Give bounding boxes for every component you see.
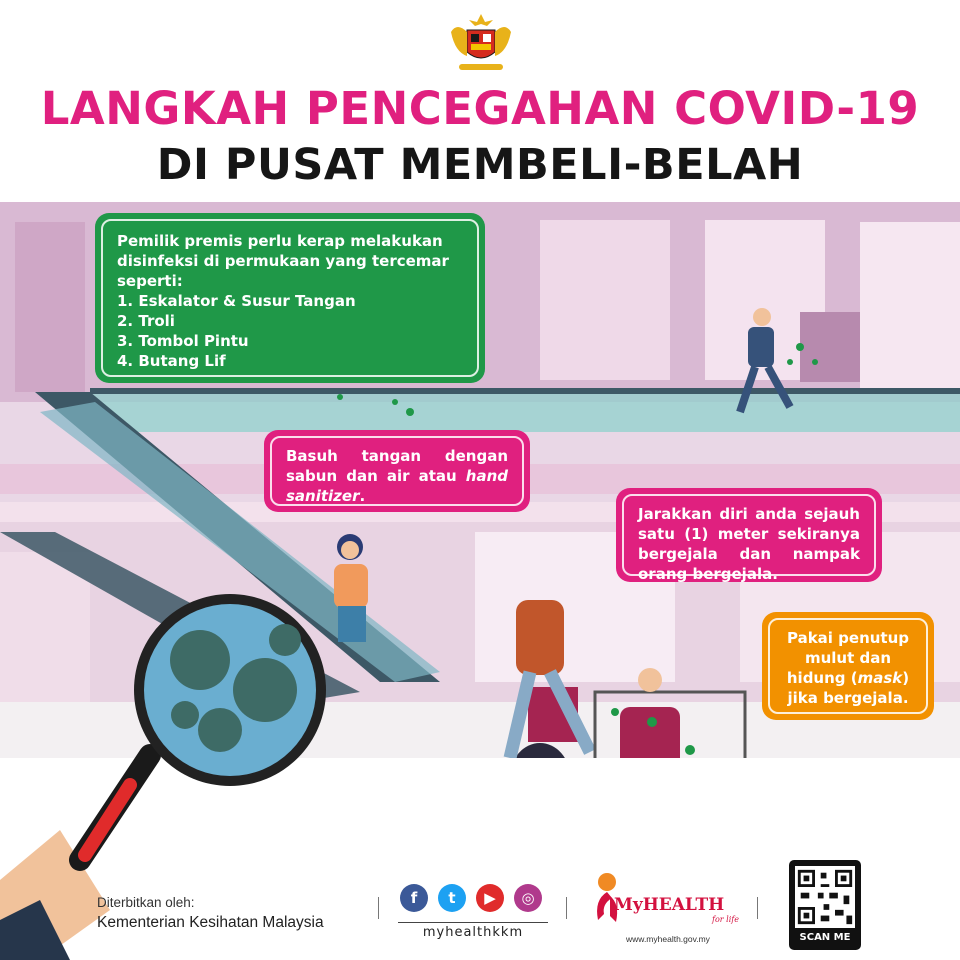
- myhealth-logo-text: MyHEALTH: [614, 895, 725, 915]
- mask-tip-box: [762, 612, 934, 720]
- mask-text-end: ) jika bergejala.: [787, 669, 910, 707]
- footer-divider: [566, 897, 567, 919]
- facebook-icon[interactable]: f: [400, 884, 428, 912]
- distancing-tip-box: [616, 488, 882, 582]
- twitter-icon[interactable]: t: [438, 884, 466, 912]
- published-by-label: Diterbitkan oleh:: [97, 895, 195, 910]
- instagram-icon[interactable]: ◎: [514, 884, 542, 912]
- handwash-text-end: .: [359, 487, 366, 505]
- myhealth-tagline: for life: [712, 915, 739, 924]
- mask-italic-text: mask: [857, 669, 903, 687]
- footer-divider: [757, 897, 758, 919]
- social-handle: myhealthkkm: [398, 922, 548, 940]
- disinfect-item-escalator: 1. Eskalator & Susur Tangan: [117, 292, 356, 310]
- qr-scan-label: SCAN ME: [799, 932, 851, 943]
- disinfect-item-lift-button: 4. Butang Lif: [117, 352, 226, 370]
- disinfect-line-3: seperti:: [117, 272, 183, 290]
- coat-of-arms-emblem: [437, 12, 525, 78]
- title-line-2: DI PUSAT MEMBELI-BELAH: [156, 140, 804, 190]
- handwash-tip-box: [264, 430, 530, 512]
- disinfection-tip-box: [95, 213, 485, 383]
- disinfect-line-1: Pemilik premis perlu kerap melakukan: [117, 232, 443, 250]
- myhealth-url[interactable]: www.myhealth.gov.my: [626, 934, 710, 944]
- qr-code-card[interactable]: [789, 860, 861, 950]
- disinfect-line-2: disinfeksi di permukaan yang tercemar: [117, 252, 449, 270]
- youtube-icon[interactable]: ▶: [476, 884, 504, 912]
- disinfect-item-trolley: 2. Troli: [117, 312, 175, 330]
- mask-text: Pakai penutup mulut dan hidung (: [786, 629, 910, 687]
- handwash-italic-text: hand sanitizer: [286, 467, 508, 505]
- handwash-text: Basuh tangan dengan sabun dan air atau: [286, 447, 508, 485]
- title-line-1: LANGKAH PENCEGAHAN COVID-19: [40, 82, 920, 135]
- publisher-name: Kementerian Kesihatan Malaysia: [97, 914, 324, 931]
- footer-divider: [378, 897, 379, 919]
- qr-code-icon: [795, 866, 855, 928]
- disinfect-item-door-knob: 3. Tombol Pintu: [117, 332, 249, 350]
- distancing-text: Jarakkan diri anda sejauh satu (1) meter sekiranya bergejala dan nampak orang bergejala.: [638, 505, 860, 583]
